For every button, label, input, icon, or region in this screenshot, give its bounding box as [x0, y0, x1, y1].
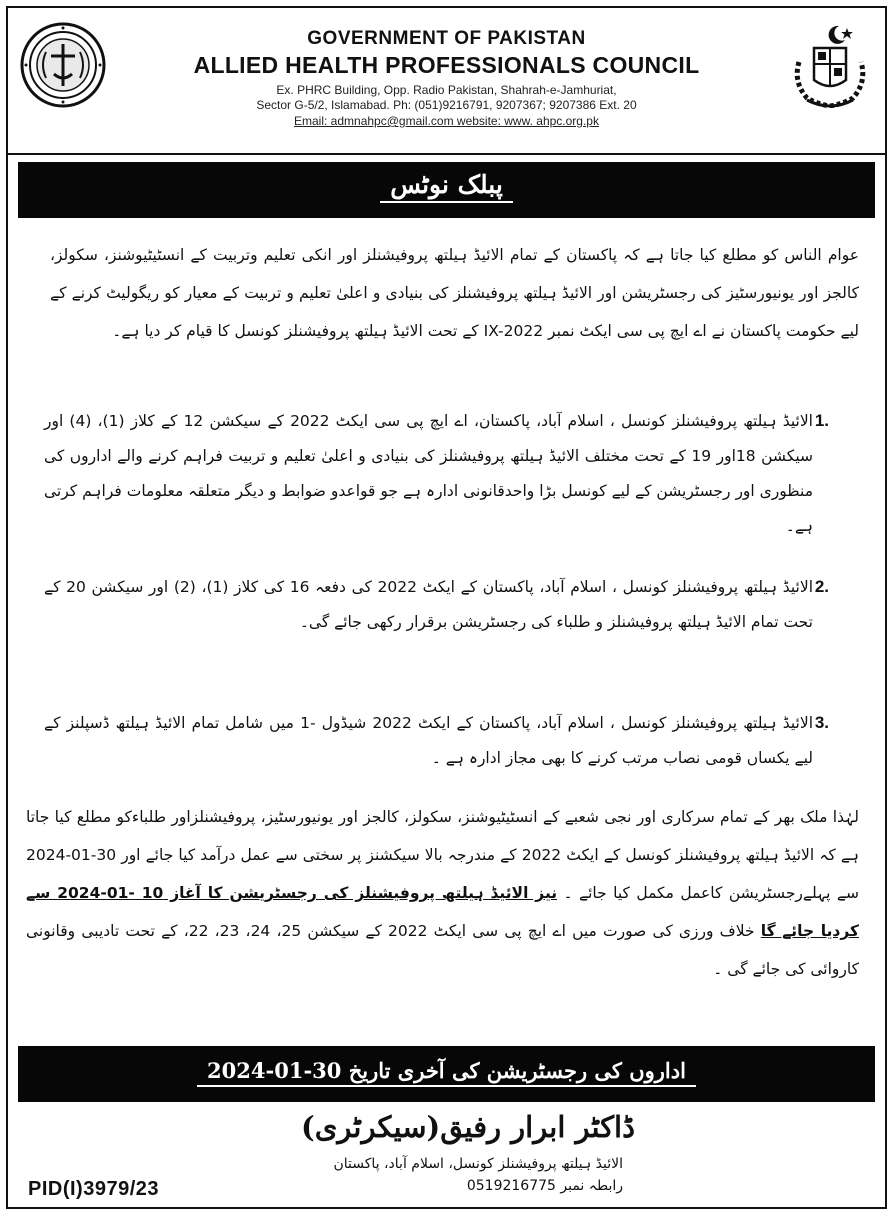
- signatory-organization: الائیڈ ہیلتھ پروفیشنلز کونسل، اسلام آباد، پاکستان: [333, 1156, 623, 1172]
- notice-page: [6, 6, 887, 1209]
- notice-title: پبلک نوٹس: [380, 170, 513, 203]
- registration-start-highlight: نیز الائیڈ ہیلتھ پروفیشنلز کی رجسٹریشن کا آغاز 10 -01-2024 سے کردیا جائے گا: [26, 884, 860, 940]
- council-seal-icon: [20, 22, 106, 108]
- address-line-2: Sector G-5/2, Islamabad. Ph: (051)9216791, 9207367; 9207386 Ext. 20: [256, 98, 637, 112]
- list-item: الائیڈ ہیلتھ پروفیشنلز کونسل ، اسلام آباد، پاکستان کے ایکٹ 2022 کی دفعہ 16 کی کلاز (1)، (2) اور سیکشن 20 کے تحت تمام الائیڈ ہیلتھ پروفیشنلز و طلباء کی رجسٹریشن برقرار رکھی جائے گی۔: [44, 578, 814, 631]
- pid-number: PID(I)3979/23: [28, 1178, 160, 1200]
- address-line-1: Ex. PHRC Building, Opp. Radio Pakistan, Shahrah-e-Jamhuriat,: [276, 83, 617, 97]
- header-divider: [8, 153, 885, 155]
- item-number: 3.: [814, 713, 829, 732]
- deadline-text: اداروں کی رجسٹریشن کی آخری تاریخ 30-01-2024: [197, 1058, 696, 1087]
- signatory-name: ڈاکٹر ابرار رفیق(سیکرٹری): [301, 1110, 635, 1144]
- closing-text-end: خلاف ورزی کی صورت میں اے ایچ پی سی ایکٹ 2022 کے سیکشن 25، 24، 23، 22، کے تحت تادیبی وقانونی کاروائی کی جائے گی ۔: [26, 922, 859, 978]
- closing-text: لہٰذا ملک بھر کے تمام سرکاری اور نجی شعبے کے انسٹیٹیوشنز، سکولز، کالجز اور یونیورسٹیز، پروفیشنلزاور طلباءکو مطلع کیا جاتا ہے کہ الائیڈ ہیلتھ پروفیشنلز کونسل کے ایکٹ 2022 کے مندرجہ بالا سیکشنز پر سختی سے عمل درآمد کیا جائے اور 30-01-2024 سے پہلےرجسٹریشن کاعمل مکمل کیا جائے ۔: [26, 808, 859, 902]
- notice-title-bar: [18, 162, 875, 218]
- intro-paragraph: عوام الناس کو مطلع کیا جاتا ہے کہ پاکستان کے تمام الائیڈ ہیلتھ پروفیشنلز اور انکی تعلیم وتربیت کے انسٹیٹیوشنز، سکولز، کالجز اور یونیورسٹیز کی رجسٹریشن اور الائیڈ ہیلتھ پروفیشنلز کی بنیادی و اعلیٰ تعلیم و تربیت کے معیار کو ریگولیٹ کرنے کے لیے حکومت پاکستان نے اے ایچ پی سی ایکٹ نمبر IX-2022 کے تحت الائیڈ ہیلتھ پروفیشنلز کونسل کا قیام کر دیا ہے۔: [50, 246, 859, 340]
- letterhead: [118, 28, 775, 128]
- list-item: الائیڈ ہیلتھ پروفیشنلز کونسل ، اسلام آباد، پاکستان، اے ایچ پی سی ایکٹ 2022 کے سیکشن 12 کے کلاز (1)، (4) اور سیکشن 18اور 19 کے تحت مختلف الائیڈ ہیلتھ پروفیشنلز کی بنیادی و اعلیٰ تعلیم و تربیت فراہم کرنے والے اداروں کی منظوری اور رجسٹریشن کے لیے کونسل بڑا واحدقانونی ادارہ ہے جو قواعدو ضوابط و دیگر متعلقہ معلومات فراہم کرتی ہے۔: [44, 412, 813, 535]
- government-emblem-icon: [787, 22, 873, 108]
- item-number: 1.: [814, 411, 829, 430]
- item-number: 2.: [814, 577, 829, 596]
- closing-paragraph: [26, 798, 859, 988]
- signatory-phone: رابطہ نمبر 0519216775: [466, 1178, 623, 1194]
- government-title: GOVERNMENT OF PAKISTAN: [307, 28, 586, 49]
- council-title: ALLIED HEALTH PROFESSIONALS COUNCIL: [193, 52, 700, 78]
- contact-line: Email: admnahpc@gmail.com website: www. ahpc.org.pk: [294, 114, 599, 128]
- deadline-bar: [18, 1046, 875, 1102]
- list-item: الائیڈ ہیلتھ پروفیشنلز کونسل ، اسلام آباد، پاکستان کے ایکٹ 2022 شیڈول -1 میں شامل تمام الائیڈ ہیلتھ ڈسپلنز کے لیے یکساں قومی نصاب مرتب کرنے کا بھی مجاز ادارہ ہے ۔: [44, 714, 813, 767]
